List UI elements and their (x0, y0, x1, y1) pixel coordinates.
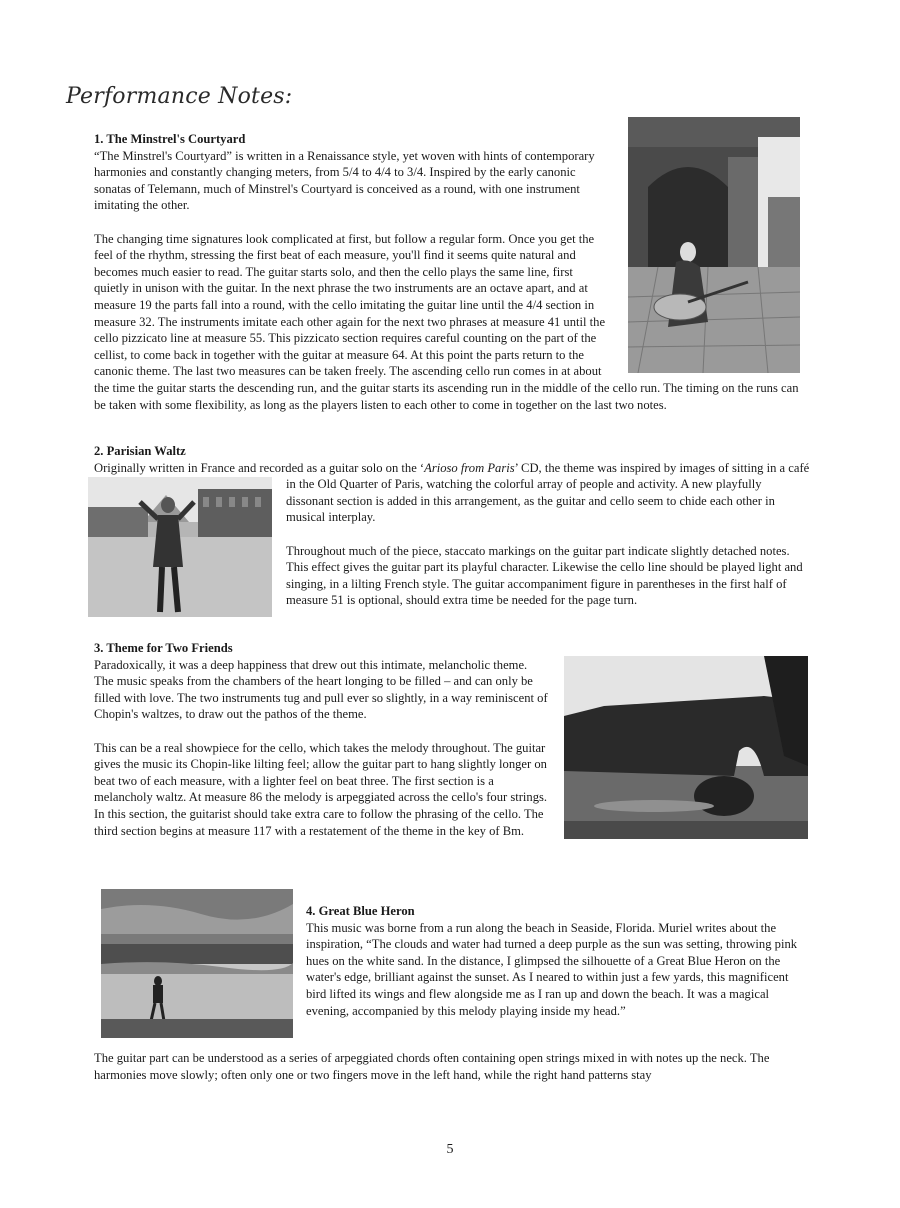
section-heading: 3. Theme for Two Friends (94, 641, 233, 655)
paragraph: This can be a real showpiece for the cello, which takes the melody throughout. The guitar gives the music its Chopin-like lilting feel; allow the guitar part to hang slightly longer on beat two of each measure, with a lighter feel on beat three. The first section is a melancholy waltz. At measure 86 the melody is arpeggiated across the cello's four strings. In this section, the guitarist should take extra care to follow the phrasing of the cello. The third section begins at measure 117 with a restatement of the theme in the key of Bm. (94, 740, 548, 838)
photo-sea-arch (564, 656, 808, 839)
paragraph: Paradoxically, it was a deep happiness that drew out this intimate, melancholic theme. The music speaks from the chambers of the heart longing to be filled – and can only be filled with love. The two instruments tug and pull ever so slightly, in a way reminiscent of Chopin's waltzes, to draw out the pathos of the theme. (94, 657, 548, 722)
section-minstrels-courtyard (94, 131, 810, 413)
section-heading: 2. Parisian Waltz (94, 444, 186, 458)
intro-text: ’ CD, the theme was inspired by images of sitting in a café in the Old Quarter of Paris, watching the colorful array of people and activity. A new playfully dissonant section is added in this arrangement, as the guitar and cello seem to chide each other in musical interplay. (286, 460, 810, 525)
photo-spacer (610, 148, 810, 374)
page-number: 5 (446, 1142, 454, 1157)
section-great-blue-heron (306, 903, 810, 1019)
paragraph: This music was borne from a run along the beach in Seaside, Florida. Muriel writes about the inspiration, “The clouds and water had turned a deep purple as the sun was setting, throwing pink hues on the white sand. In the distance, I glimpsed the silhouette of a Great Blue Heron on the water's edge, brilliant against the sunset. As I neared to within just a few yards, this magnificent bird lifted its wings and flew alongside me as I ran up and down the beach. It was a magical evening, accompanied by this melody playing inside my head.” (306, 920, 798, 1018)
intro-text: Originally written in France and recorded as a guitar solo on the ‘ (94, 460, 425, 475)
section-heading: 4. Great Blue Heron (306, 904, 415, 918)
photo-louvre-person (88, 477, 272, 617)
paragraph: The changing time signatures look complicated at first, but follow a regular form. Once you get the feel of the rhythm, stressing the first beat of each measure, you'll find it seems quite natural and becomes much easier to read. The guitar starts solo, and then the cello plays the same line, first quietly in unison with the guitar. In the next phrase the two instruments are an octave apart, and at measure 19 the parts fall into a round, with the cello imitating the guitar line until the 4/4 section in measure 32. The instruments imitate each other again for the next two phrases at measure 41 until the cello pizzicato line at measure 55. This pizzicato section requires careful counting on the part of the cellist, to come back in together with the guitar at measure 64. At this point the parts return to the canonic theme. The last two measures can be taken freely. The ascending cello run comes in at about the time the guitar starts the descending run, and the guitar starts its ascending run in the middle of the cello run. The timing on the runs can be taken with some flexibility, as long as the players listen to each other to come in together on the last two notes. (94, 231, 799, 412)
album-title: Arioso from Paris (424, 460, 515, 475)
section-heading: 1. The Minstrel's Courtyard (94, 132, 246, 146)
section-theme-two-friends (94, 640, 549, 839)
photo-beach-runner (101, 889, 293, 1038)
paragraph: Throughout much of the piece, staccato markings on the guitar part indicate slightly detached notes. This effect gives the guitar part its playful character. Likewise the cello line should be played light and singing, in a lilting French style. The guitar accompaniment figure in parentheses in the first half of measure 51 is optional, should extra time be needed for the page turn. (286, 543, 803, 608)
paragraph: “The Minstrel's Courtyard” is written in a Renaissance style, yet woven with hints of contemporary harmonies and constantly changing meters, from 5/4 to 4/4 to 3/4. Inspired by the early canonic sonatas of Telemann, much of Minstrel's Courtyard is conceived as a round, with one instrument imitating the other. (94, 148, 595, 213)
page-title: Performance Notes: (66, 84, 293, 109)
section-heron-continuation (94, 1050, 810, 1083)
paragraph: The guitar part can be understood as a series of arpeggiated chords often containing open strings mixed in with notes up the neck. The harmonies move slowly; often only one or two fingers move in the left hand, while the right hand patterns stay (94, 1051, 770, 1082)
